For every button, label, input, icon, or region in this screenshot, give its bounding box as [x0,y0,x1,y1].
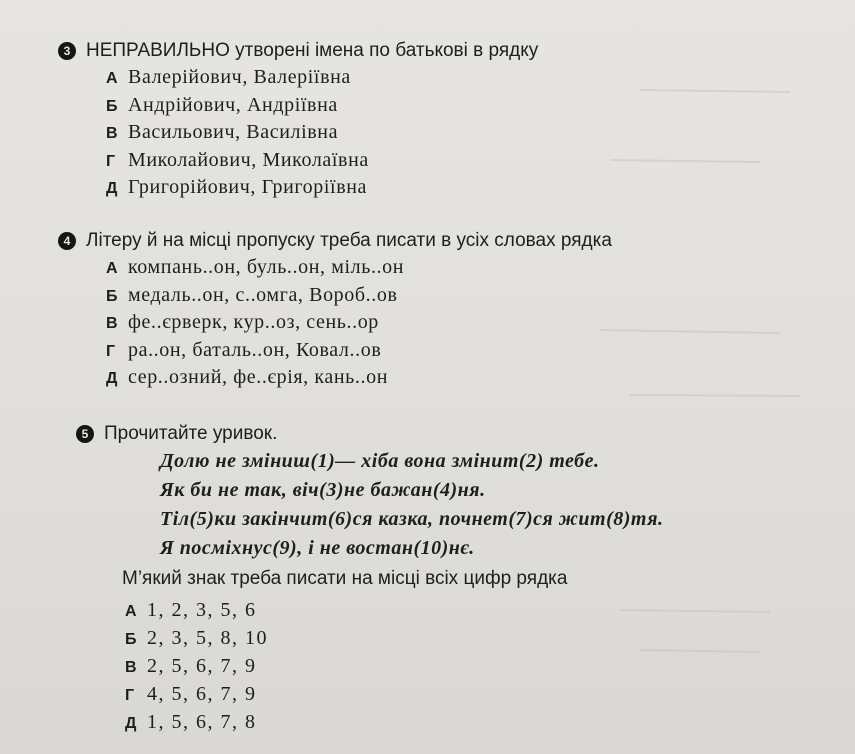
question-number-badge: 5 [76,425,94,443]
question-5 [76,423,277,445]
option-letter: Д [106,180,118,198]
question-5-task: М’який знак треба писати на місці всіх цифр рядка [122,568,568,589]
option-letter: Д [106,370,118,388]
option-letter: В [106,125,118,143]
passage-line: Як би не так, віч(3)не бажан(4)ня. [160,479,486,501]
option-text: Васильович, Василівна [128,121,339,144]
question-3-header [58,40,538,62]
option-text: 4, 5, 6, 7, 9 [147,683,257,705]
option-letter: Б [106,287,118,305]
option-text: ра..он, баталь..он, Ковал..ов [128,338,382,361]
answer-option[interactable] [62,599,268,627]
option-letter: Г [106,342,116,360]
option-text: 1, 2, 3, 5, 6 [147,599,257,621]
passage-line: Долю не зміниш(1)— хіба вона змінит(2) тебе. [160,450,600,472]
option-text: компань..он, буль..он, міль..он [128,256,405,278]
answer-option[interactable] [58,94,538,122]
question-5-options [62,599,268,739]
option-letter: А [106,70,118,87]
option-text: 2, 3, 5, 8, 10 [147,627,268,649]
answer-option[interactable] [58,311,612,339]
option-letter: Г [106,152,116,170]
question-4-header [58,230,612,252]
answer-option[interactable] [58,149,538,177]
answer-option[interactable] [58,176,538,204]
question-4-options [58,256,612,394]
question-3 [58,40,538,204]
answer-option[interactable] [58,284,612,312]
option-text: Андрійович, Андріївна [128,93,338,116]
question-5-passage [160,450,664,566]
option-text: 1, 5, 6, 7, 8 [147,711,257,733]
answer-option[interactable] [62,655,268,683]
answer-option[interactable] [58,66,538,94]
question-number-badge: 3 [58,42,76,60]
answer-option[interactable] [62,627,268,655]
answer-option[interactable] [58,121,538,149]
option-text: сер..озний, фе..єрія, кань..он [128,366,389,389]
question-3-options [58,66,538,204]
question-number-badge: 4 [58,232,76,250]
question-5-prompt: Прочитайте уривок. [104,423,278,444]
answer-option[interactable] [62,683,268,711]
passage-line: Я посміхнус(9), і не востан(10)нє. [160,537,475,559]
option-letter: А [125,603,137,620]
question-5-header [76,423,277,445]
question-3-prompt: НЕПРАВИЛЬНО утворені імена по батькові в рядку [86,40,539,61]
option-text: 2, 5, 6, 7, 9 [147,655,257,677]
answer-option[interactable] [58,339,612,367]
option-letter: Б [125,631,137,648]
passage-line: Тіл(5)ки закінчит(6)ся казка, почнет(7)ся жит(8)тя. [160,508,664,530]
option-letter: Д [125,715,137,732]
answer-option[interactable] [62,711,268,739]
option-letter: Б [106,97,118,115]
option-letter: А [106,260,118,277]
answer-option[interactable] [58,366,612,394]
question-4-prompt: Літеру й на місці пропуску треба писати в усіх словах рядка [86,230,612,251]
question-4 [58,230,612,394]
option-text: фе..єрверк, кур..оз, сень..ор [128,311,379,334]
option-text: Григорійович, Григоріївна [128,176,368,199]
option-text: Миколайович, Миколаївна [128,148,369,171]
answer-option[interactable] [58,256,612,284]
option-letter: В [106,315,118,333]
option-letter: В [125,659,137,676]
option-text: медаль..он, с..омга, Вороб..ов [128,283,398,306]
option-text: Валерійович, Валеріївна [128,66,351,88]
option-letter: Г [125,687,135,704]
